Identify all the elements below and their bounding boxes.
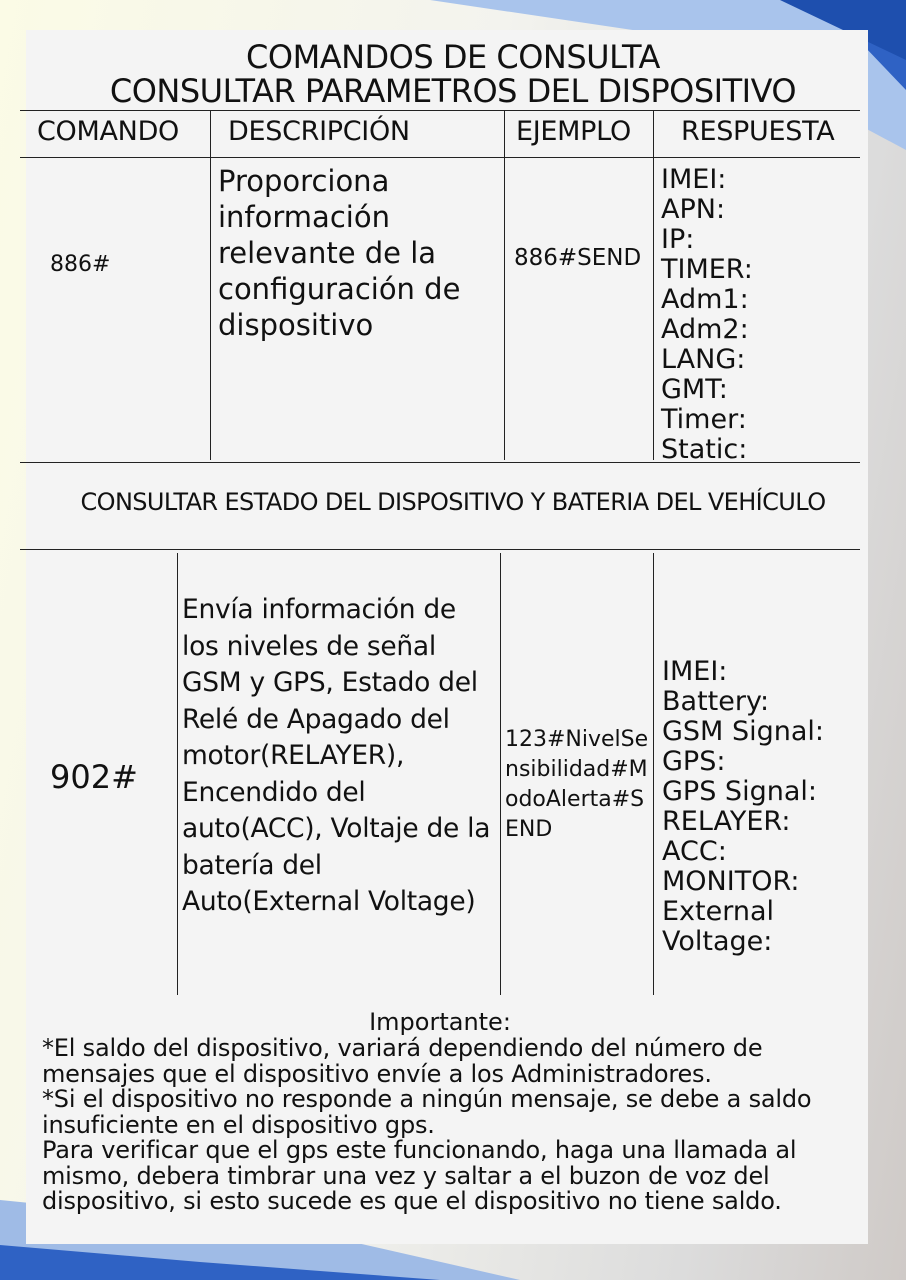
header-response: RESPUESTA — [681, 116, 835, 147]
page-subtitle: CONSULTAR PARAMETROS DEL DISPOSITIVO — [109, 72, 797, 110]
response-item: RELAYER: — [662, 806, 791, 837]
table1-col-divider-1 — [210, 110, 211, 460]
response-item: External — [662, 896, 775, 927]
header-command: COMANDO — [37, 116, 180, 147]
response-item: LANG: — [661, 344, 746, 375]
row1-description: Proporciona información relevante de la configuración de dispositivo — [218, 164, 461, 342]
response-item: GSM Signal: — [662, 716, 824, 747]
response-item: IMEI: — [661, 164, 727, 195]
row2-command: 902# — [50, 758, 138, 796]
table1-col-divider-2 — [504, 110, 505, 460]
header-example: EJEMPLO — [516, 116, 631, 147]
section2-title: CONSULTAR ESTADO DEL DISPOSITIVO Y BATERIA DEL VEHÍCULO — [80, 488, 826, 516]
header-description: DESCRIPCIÓN — [228, 116, 410, 147]
response-item: Timer: — [661, 404, 747, 435]
row1-command: 886# — [50, 252, 111, 277]
response-item: GMT: — [661, 374, 728, 405]
row1-response-list — [661, 165, 753, 465]
page-title: COMANDOS DE CONSULTA — [246, 38, 660, 76]
response-item: MONITOR: — [662, 866, 800, 897]
response-item: Static: — [661, 434, 748, 465]
response-item: Adm1: — [661, 284, 749, 315]
response-item: GPS: — [662, 746, 726, 777]
table2-col-divider-3 — [653, 553, 654, 995]
response-item: IP: — [661, 224, 695, 255]
row2-description: Envía información de los niveles de señal GSM y GPS, Estado del Relé de Apagado del motor(RELAYER), Encendido del auto(ACC), Voltaje de la batería del Auto(External Voltage) — [182, 594, 491, 917]
notes-heading: Importante: — [369, 1008, 511, 1036]
response-item: Adm2: — [661, 314, 749, 345]
response-item: Battery: — [662, 686, 770, 717]
row2-response-list — [662, 657, 824, 957]
response-item: Voltage: — [662, 926, 773, 957]
response-item: TIMER: — [661, 254, 753, 285]
response-item: ACC: — [662, 836, 727, 867]
table2-col-divider-1 — [177, 553, 178, 995]
response-item: GPS Signal: — [662, 776, 817, 807]
response-item: APN: — [661, 194, 726, 225]
notes-paragraph-1: *El saldo del dispositivo, variará dependiendo del número de mensajes que el dispositivo envíe a los Administradores. — [42, 1034, 763, 1088]
table2-col-divider-2 — [500, 553, 501, 995]
table1-header-rule — [20, 157, 860, 158]
notes-paragraph-2: *Si el dispositivo no responde a ningún mensaje, se debe a saldo insuficiente en el dispositivo gps. — [42, 1085, 812, 1139]
row1-example: 886#SEND — [514, 245, 642, 271]
response-item: IMEI: — [662, 656, 728, 687]
row2-example: 123#NivelSensibilidad#ModoAlerta#SEND — [505, 727, 649, 842]
table1-top-rule — [20, 110, 860, 111]
table1-col-divider-3 — [653, 110, 654, 460]
notes-paragraph-3: Para verificar que el gps este funcionando, haga una llamada al mismo, debera timbrar una vez y saltar a el buzon de voz del dispositivo, si esto sucede es que el dispositivo no tiene saldo. — [42, 1136, 797, 1215]
section2-rule — [20, 549, 860, 550]
